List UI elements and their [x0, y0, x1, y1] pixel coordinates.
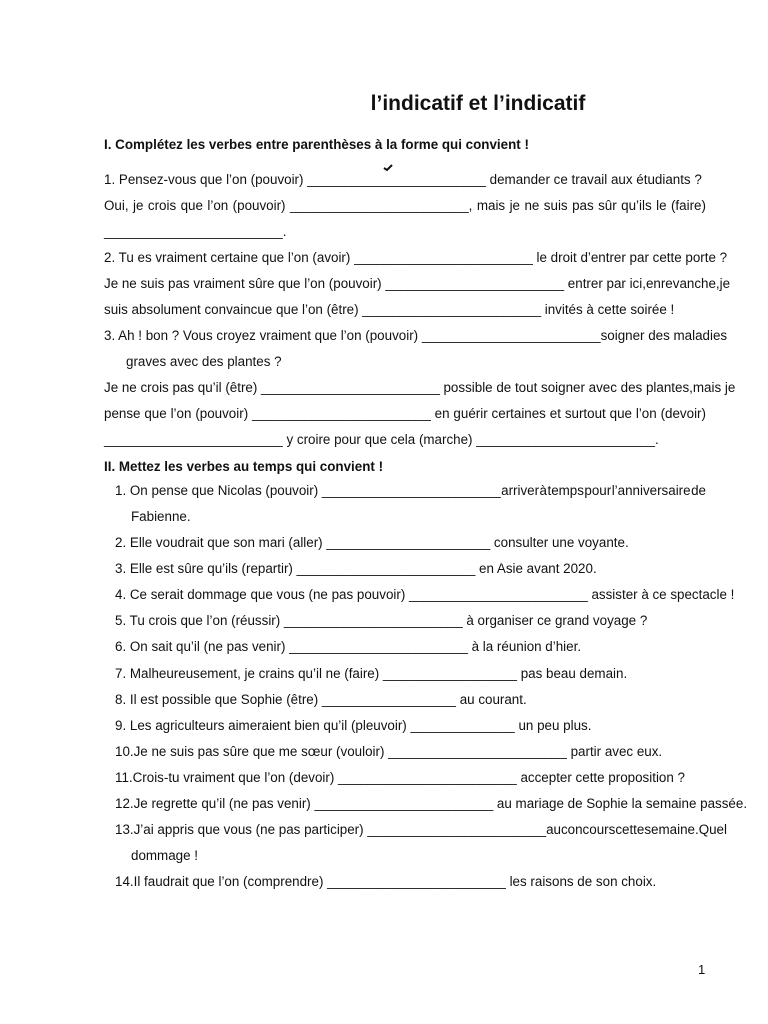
ex2-item-14: 14.Il faudrait que l’on (comprendre) ________________________ les raisons de son choix.	[115, 874, 657, 889]
text-chunk: pas	[572, 198, 594, 213]
ex2-item-5: 5. Tu crois que l’on (réussir) ________________________ à organiser ce grand voyage ?	[115, 613, 648, 628]
ex1-q2: 2. Tu es vraiment certaine que l’on (avoir) ________________________ le droit d’entrer par cette porte ?	[104, 250, 728, 265]
text-chunk: certaines	[491, 406, 546, 421]
ex2-item-13	[115, 821, 727, 839]
ex2-item-12: 12.Je regrette qu’il (ne pas venir) ________________________ au mariage de Sophie la semaine passée.	[115, 796, 748, 811]
text-chunk: semaine.	[644, 822, 699, 837]
text-chunk: l’on	[170, 406, 192, 421]
ex2-item-2: 2. Elle voudrait que son mari (aller) ______________________ consulter une voyante.	[115, 535, 629, 550]
ex1-q1: 1. Pensez-vous que l’on (pouvoir) ________________________ demander ce travail aux étudiants ?	[104, 172, 702, 187]
text-chunk: (devoir)	[660, 406, 706, 421]
ex1-a2-cont: suis absolument convaincue que l’on (être) ________________________ invités à cette soirée !	[104, 302, 675, 317]
ex2-item-6: 6. On sait qu’il (ne pas venir) ________________________ à la réunion d’hier.	[115, 639, 582, 654]
ex1-a3-end: ________________________ y croire pour que cela (marche) ________________________.	[104, 432, 659, 447]
text-chunk: en	[434, 406, 450, 421]
text-chunk: (pouvoir)	[232, 198, 286, 213]
text-chunk: Je ne crois pas qu’il (être) ________________________ possible de tout soigner avec des plantes,	[104, 380, 693, 395]
text-chunk: ne	[524, 198, 540, 213]
text-chunk: en	[645, 276, 661, 291]
text-chunk: suis	[543, 198, 568, 213]
ex2-item-13-cont: dommage !	[131, 848, 198, 863]
text-chunk: l’on	[207, 198, 229, 213]
text-chunk: 3. Ah ! bon ? Vous croyez vraiment que l’on (pouvoir) ________________________	[104, 328, 601, 343]
ex2-item-7: 7. Malheureusement, je crains qu’il ne (faire) __________________ pas beau demain.	[115, 666, 628, 681]
ex1-q3	[104, 327, 728, 345]
page-title: l’indicatif et l’indicatif	[370, 92, 586, 115]
text-chunk: que	[609, 406, 632, 421]
ex1-a3-cont	[104, 405, 706, 423]
text-chunk: sûr	[598, 198, 617, 213]
ex2-item-3: 3. Elle est sûre qu’ils (repartir) ________________________ en Asie avant 2020.	[115, 561, 597, 576]
text-chunk: Oui,	[104, 198, 129, 213]
text-chunk: que	[180, 198, 203, 213]
ex1-a1-cont: ________________________.	[104, 224, 287, 239]
text-chunk: arriver	[501, 483, 540, 498]
text-chunk: de	[691, 483, 706, 498]
ex1-a1	[104, 197, 706, 215]
ex2-item-1-cont: Fabienne.	[131, 509, 191, 524]
text-chunk: guérir	[453, 406, 488, 421]
text-chunk: concours	[560, 822, 616, 837]
ex1-a3	[104, 379, 736, 397]
text-chunk: pour	[584, 483, 612, 498]
ex2-item-10: 10.Je ne suis pas sûre que me sœur (vouloir) ________________________ partir avec eux.	[115, 744, 663, 759]
text-chunk: l’on	[635, 406, 657, 421]
text-chunk: (faire)	[670, 198, 706, 213]
ex1-a2	[104, 275, 731, 293]
ex1-q3-cont: graves avec des plantes ?	[126, 354, 282, 369]
text-chunk: Je ne suis pas vraiment sûre que l’on (pouvoir) ________________________ entrer par ici,	[104, 276, 646, 291]
text-chunk: au	[546, 822, 561, 837]
page-number: 1	[698, 962, 706, 977]
text-chunk: 1. On pense que Nicolas (pouvoir) ________________________	[115, 483, 501, 498]
section2-heading: II. Mettez les verbes au temps qui convient !	[104, 459, 384, 474]
text-chunk: je	[719, 276, 731, 291]
text-chunk: surtout	[564, 406, 606, 421]
text-chunk: 13.J’ai appris que vous (ne pas participer) ________________________	[115, 822, 547, 837]
text-chunk: à	[539, 483, 547, 498]
text-chunk: je	[509, 198, 521, 213]
text-chunk: mais	[476, 198, 506, 213]
text-chunk: l’anniversaire	[611, 483, 691, 498]
text-chunk: soigner des maladies	[600, 328, 728, 343]
text-chunk: que	[144, 406, 167, 421]
text-chunk: temps	[547, 483, 584, 498]
text-chunk: (pouvoir)	[195, 406, 249, 421]
text-chunk: qu’ils	[621, 198, 652, 213]
text-chunk: mais je	[692, 380, 736, 395]
ex2-item-8: 8. Il est possible que Sophie (être) __________________ au courant.	[115, 692, 527, 707]
text-chunk: ________________________,	[289, 198, 473, 213]
section1-heading: I. Complétez les verbes entre parenthèses à la forme qui convient !	[104, 137, 529, 152]
text-chunk: le	[656, 198, 667, 213]
text-chunk: je	[133, 198, 144, 213]
ex2-item-1	[115, 482, 706, 500]
text-chunk: revanche,	[660, 276, 720, 291]
ex2-item-9: 9. Les agriculteurs aimeraient bien qu’il (pleuvoir) ______________ un peu plus.	[115, 718, 592, 733]
ex2-item-11: 11.Crois-tu vraiment que l’on (devoir) ________________________ accepter cette proposition ?	[115, 770, 685, 785]
text-chunk: Quel	[698, 822, 727, 837]
text-chunk: pense	[104, 406, 141, 421]
ex2-item-4: 4. Ce serait dommage que vous (ne pas pouvoir) ________________________ assister à ce spectacle !	[115, 587, 735, 602]
text-chunk: et	[549, 406, 561, 421]
text-chunk: crois	[147, 198, 177, 213]
text-chunk: cette	[615, 822, 645, 837]
text-chunk: ________________________	[252, 406, 431, 421]
